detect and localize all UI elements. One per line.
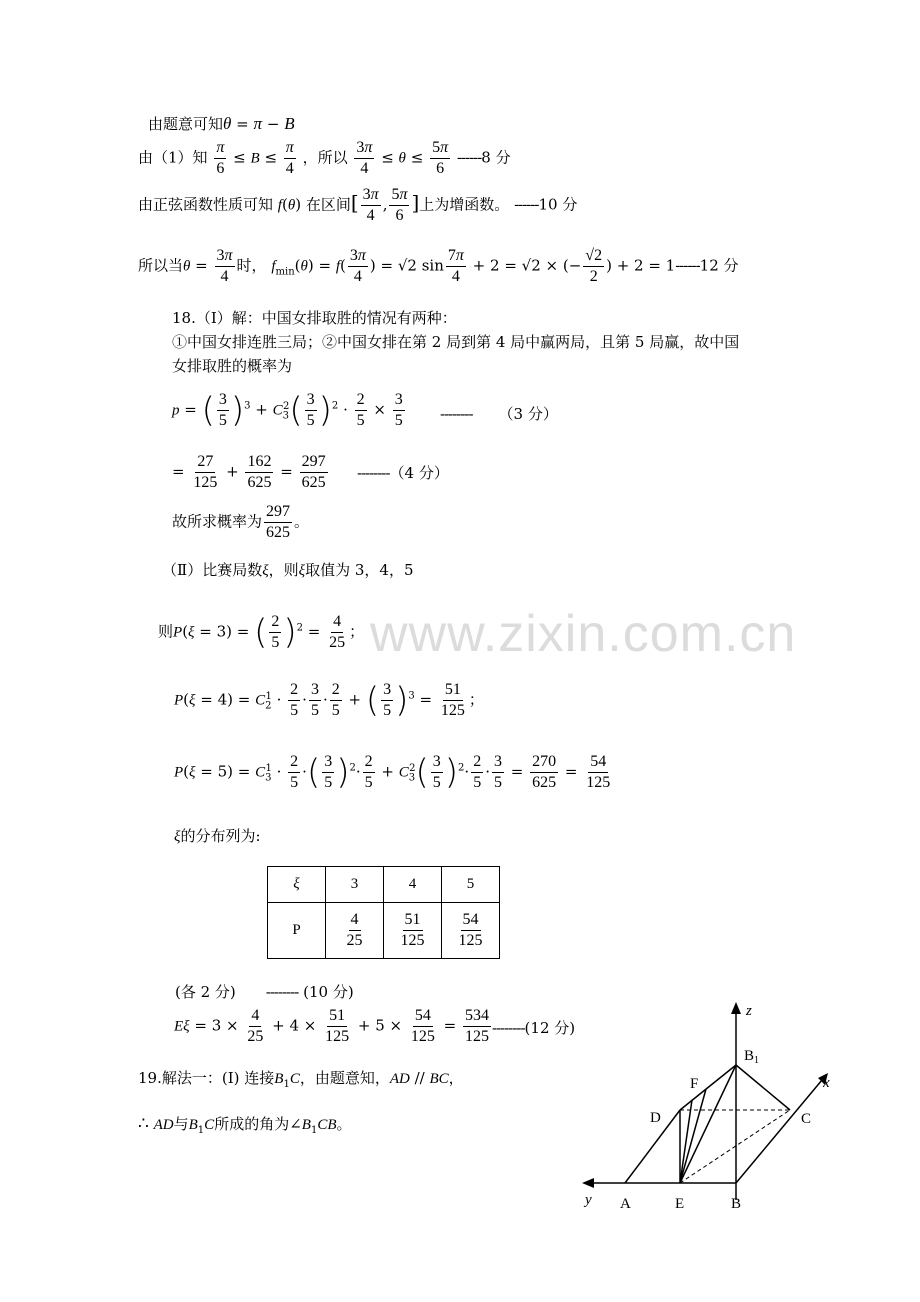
dist-label: ξ的分布列为:	[174, 827, 261, 845]
line-3: 由正弦函数性质可知 f(θ) 在区间[ $\frac{3\pi}{4}$ , $\frac{5\pi}{6}$ ]上为增函数。 ------10 分	[138, 186, 578, 224]
table-cell: ξ	[268, 867, 326, 903]
score-12: 12 分	[699, 256, 739, 275]
line-4-mid: 时，	[236, 256, 267, 275]
distribution-table	[267, 866, 500, 959]
label-D: D	[650, 1110, 661, 1126]
label-C: C	[801, 1111, 812, 1127]
line-3-text: 由正弦函数性质可知	[138, 195, 274, 214]
edge-B1C	[736, 1065, 790, 1110]
p-xi-5: $P(\xi = 5) = C_3^1$ · $\frac{2}{5}$ ·( $\frac{3}{5}$ )$^2$· $\frac{2}{5}$ + $C_3^2$( $\frac{3}{5}$ )$^2$· $\frac{2}{5}$ · $\frac{3}{5}$ = $\frac{270}{625}$ = $\frac{54}{125}$	[174, 752, 611, 793]
line-4-text: 所以当	[138, 256, 184, 275]
table-cell: P	[268, 903, 326, 959]
score-4: --------（4 分）	[357, 464, 449, 482]
p-result: = $\frac{27}{125}$ + $\frac{162}{625}$ = $\frac{297}{625}$	[172, 453, 326, 491]
table-cell: $\frac{51}{125}$	[384, 903, 442, 959]
p-formula: p = ( $\frac{3}{5}$ )$^3 + C_3^2$( $\frac{3}{5}$ )$^2$ · $\frac{2}{5}$ × $\frac{3}{5}$	[172, 390, 403, 431]
watermark: www.zixin.com.cn	[370, 605, 797, 663]
table-cell: 4	[384, 867, 442, 903]
conclusion: 故所求概率为 $\frac{297}{625}$ 。	[172, 503, 310, 541]
score-8: 8 分	[481, 148, 511, 167]
p-xi-3: 则P(ξ = 3) = ( $\frac{2}{5}$ )$^2$ = $\frac{4}{25}$ ；	[158, 612, 365, 653]
score-3: -------- （3 分）	[440, 405, 558, 423]
label-B1: $B_1$	[744, 1048, 760, 1066]
q18-text-2: 女排取胜的概率为	[172, 357, 293, 375]
q18-head: 18.（Ⅰ）解：中国女排取胜的情况有两种：	[172, 309, 457, 327]
line-3-mid: 在区间	[305, 195, 351, 214]
part-2: （Ⅱ）比赛局数ξ，则ξ取值为 3，4，5	[162, 561, 414, 579]
label-B: B	[731, 1196, 742, 1212]
label-x: x	[823, 1075, 830, 1091]
p-xi-4: $P(\xi = 4) = C_2^1$ · $\frac{2}{5}$ · $\frac{3}{5}$ · $\frac{2}{5}$ + ( $\frac{3}{5}$ )$^3$ = $\frac{51}{125}$ ；	[174, 680, 484, 721]
line-2-mid: ，所以	[302, 148, 348, 167]
table-cell: $\frac{54}{125}$	[442, 903, 500, 959]
geometry-figure	[570, 990, 850, 1220]
table-header-row	[268, 867, 500, 903]
line-3-suffix: 上为增函数。	[419, 195, 510, 214]
table-cell: $\frac{4}{25}$	[326, 903, 384, 959]
score-10: 10 分	[538, 195, 578, 214]
line-2-text: 由（1）知	[138, 148, 208, 167]
score-12b: --------(12 分)	[492, 1019, 576, 1037]
label-z: z	[746, 1003, 752, 1019]
table-cell: 3	[326, 867, 384, 903]
edge-DB1	[680, 1065, 736, 1110]
q19-head: 19.解法一：(Ⅰ) 连接$B_1C$，由题意知，AD // BC，	[138, 1069, 464, 1090]
line-1-text: 由题意可知	[148, 115, 224, 133]
table-row	[268, 903, 500, 959]
label-E: E	[675, 1196, 685, 1212]
label-F: F	[690, 1076, 699, 1092]
label-A: A	[620, 1196, 631, 1212]
q18-text-1: ①中国女排连胜三局；②中国女排在第 2 局到第 4 局中赢两局，且第 5 局赢，故中国	[172, 333, 740, 351]
each-score: (各 2 分) -------- (10 分)	[175, 983, 354, 1001]
table-cell: 5	[442, 867, 500, 903]
line-2: 由（1）知 $\frac{\pi}{6}$ ≤ B ≤ $\frac{\pi}{4}$ ，所以 $\frac{3\pi}{4}$ ≤ θ ≤ $\frac{5\pi}{6}$ ------8 分	[138, 139, 511, 177]
label-y: y	[585, 1192, 592, 1208]
expectation: Eξ = 3 × $\frac{4}{25}$ + 4 × $\frac{51}{125}$ + 5 × $\frac{54}{125}$ = $\frac{534}{125}$	[174, 1007, 489, 1045]
q19-line-2: ∴ AD与$B_1C$所成的角为$\angle B_1CB$。	[138, 1114, 352, 1136]
x-axis	[736, 1080, 822, 1183]
line-1: 由题意可知θ = π − B	[148, 114, 295, 133]
line-4: 所以当θ = $\frac{3\pi}{4}$ 时， $f_{min}(\theta) = f$( $\frac{3\pi}{4}$ ) = √2 sin $\frac{7\pi}{4}$ + 2 = √2 × (− $\frac{√2}{2}$ ) + 2 = 1------12 分	[138, 247, 739, 285]
